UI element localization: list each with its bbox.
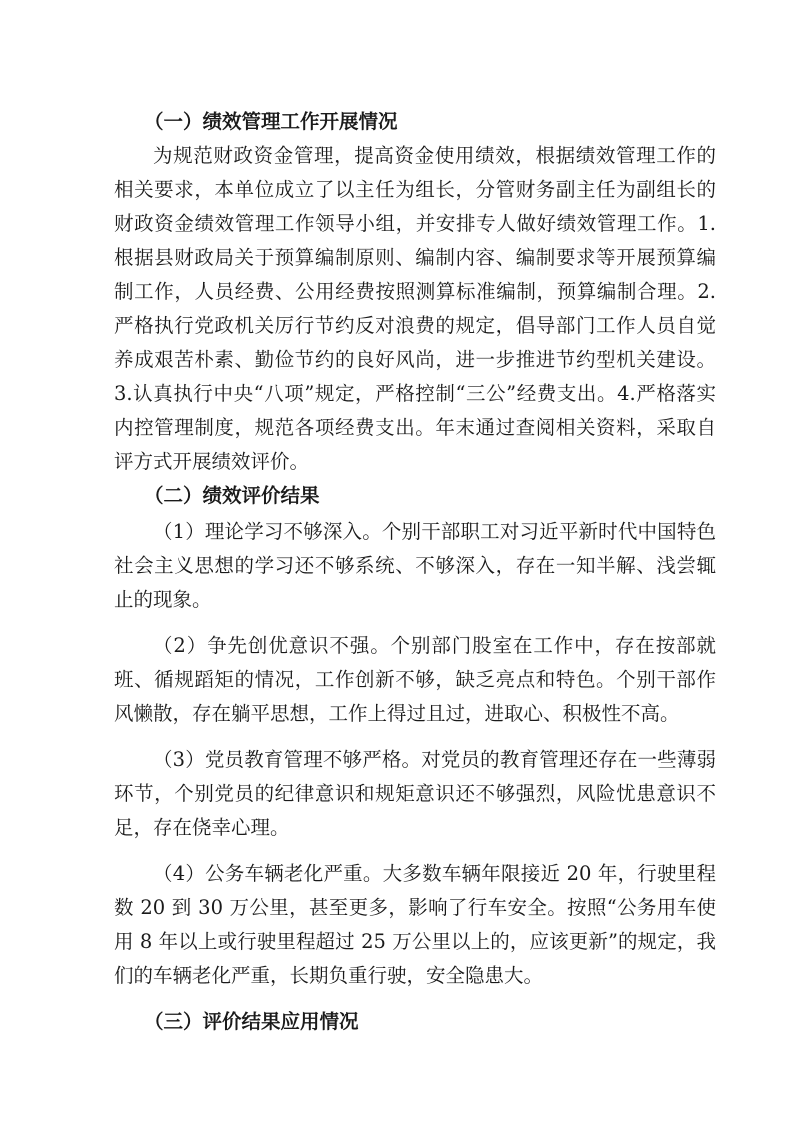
performance-management-paragraph: 为规范财政资金管理，提高资金使用绩效，根据绩效管理工作的相关要求，本单位成立了以主任为组长，分管财务副主任为副组长的财政资金绩效管理工作领导小组，并安排专人做好绩效管理工作。1.根据县财政局关于预算编制原则、编制内容、编制要求等开展预算编制工作，人员经费、公用经费按照测算标准编制，预算编制合理。2.严格执行党政机关厉行节约反对浪费的规定，倡导部门工作人员自觉养成艰苦朴素、勤俭节约的良好风尚，进一步推进节约型机关建设。3.认真执行中央“八项”规定，严格控制“三公”经费支出。4.严格落实内控管理制度，规范各项经费支出。年末通过查阅相关资料，采取自评方式开展绩效评价。 [114, 144, 716, 473]
section-heading-evaluation-results: （二）绩效评价结果 [144, 484, 320, 507]
evaluation-item-theory-study: （1）理论学习不够深入。个别干部职工对习近平新时代中国特色社会主义思想的学习还不够系统、不够深入，存在一知半解、浅尝辄止的现象。 [114, 520, 716, 611]
document-body [114, 105, 716, 1039]
section-heading-performance-management: （一）绩效管理工作开展情况 [144, 110, 398, 133]
evaluation-item-vehicle-aging: （4）公务车辆老化严重。大多数车辆年限接近 20 年，行驶里程数 20 到 30 万公里，甚至更多，影响了行车安全。按照“公务用车使用 8 年以上或行驶里程超过 25 万公里以上的，应该更新”的规定，我们的车辆老化严重，长期负重行驶，安全隐患大。 [114, 862, 716, 987]
section-heading-result-application: （三）评价结果应用情况 [144, 1010, 359, 1033]
evaluation-item-party-education: （3）党员教育管理不够严格。对党员的教育管理还存在一些薄弱环节，个别党员的纪律意识和规矩意识还不够强烈，风险忧患意识不足，存在侥幸心理。 [114, 748, 716, 839]
evaluation-item-innovation: （2）争先创优意识不强。个别部门股室在工作中，存在按部就班、循规蹈矩的情况，工作创新不够，缺乏亮点和特色。个别干部作风懒散，存在躺平思想，工作上得过且过，进取心、积极性不高。 [114, 634, 716, 725]
